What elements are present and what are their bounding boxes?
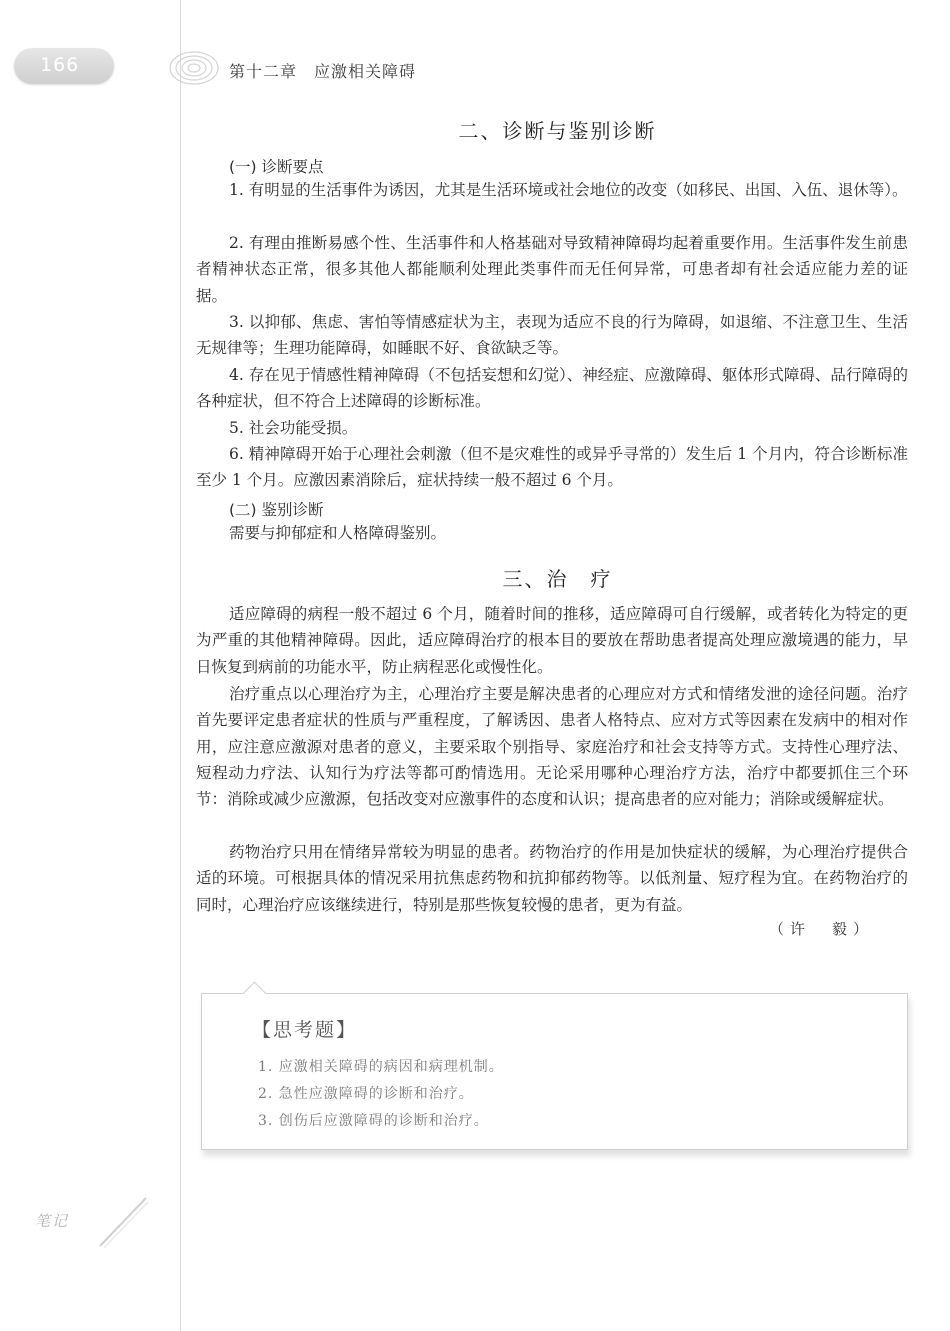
section-heading-treatment: 三、治 疗: [502, 567, 613, 591]
diagnosis-item: 1. 有明显的生活事件为诱因，尤其是生活环境或社会地位的改变（如移民、出国、入伍、退休等）。: [229, 181, 908, 199]
treatment-paragraph: 治疗重点以心理治疗为主，心理治疗主要是解决患者的心理应对方式和情绪发泄的途径问题。治疗首先要评定患者症状的性质与严重程度，了解诱因、患者人格特点、应对方式等因素在发病中的相对作用，应注意应激源对患者的意义，主要采取个别指导、家庭治疗和社会支持等方式。支持性心理疗法、短程动力疗法、认知行为疗法等都可酌情选用。无论采用哪种心理治疗方法，治疗中都要抓住三个环节：消除或减少应激源，包括改变对应激事件的态度和认识；提高患者的应对能力；消除或缓解症状。: [196, 685, 908, 809]
margin-divider: [180, 0, 181, 1331]
diagnosis-item: 6. 精神障碍开始于心理社会刺激（但不是灾难性的或异乎寻常的）发生后 1 个月内，符合诊断标准至少 1 个月。应激因素消除后，症状持续一般不超过 6 个月。: [196, 445, 908, 490]
subheading-diagnosis-points: (一) 诊断要点: [229, 158, 324, 176]
notes-label: 笔记: [35, 1212, 70, 1230]
decorative-swirl-icon: [158, 42, 220, 88]
think-question: 3. 创伤后应激障碍的诊断和治疗。: [258, 1113, 489, 1129]
diagnosis-item: 3. 以抑郁、焦虑、害怕等情感症状为主，表现为适应不良的行为障碍，如退缩、不注意卫生、生活无规律等；生理功能障碍，如睡眠不好、食欲缺乏等。: [196, 313, 908, 358]
diagnosis-item: 4. 存在见于情感性精神障碍（不包括妄想和幻觉）、神经症、应激障碍、躯体形式障碍、品行障碍的各种症状，但不符合上述障碍的诊断标准。: [196, 366, 908, 411]
think-question: 2. 急性应激障碍的诊断和治疗。: [258, 1086, 474, 1102]
think-questions-title: 【思考题】: [252, 1019, 358, 1041]
differential-text: 需要与抑郁症和人格障碍鉴别。: [229, 524, 447, 542]
treatment-paragraph: 适应障碍的病程一般不超过 6 个月，随着时间的推移，适应障碍可自行缓解，或者转化为特定的更为严重的其他精神障碍。因此，适应障碍治疗的根本目的要放在帮助患者提高处理应激境遇的能力，早日恢复到病前的功能水平，防止病程恶化或慢性化。: [196, 605, 908, 676]
think-question: 1. 应激相关障碍的病因和病理机制。: [258, 1059, 504, 1075]
pen-icon: [92, 1192, 152, 1252]
author-credit: （许 毅）: [768, 920, 874, 938]
page-number: 166: [40, 54, 80, 76]
diagnosis-item: 2. 有理由推断易感个性、生活事件和人格基础对导致精神障碍均起着重要作用。生活事件发生前患者精神状态正常，很多其他人都能顺利处理此类事件而无任何异常，可患者却有社会适应能力差的证据。: [196, 234, 908, 305]
chapter-header: 第十二章 应激相关障碍: [229, 62, 417, 81]
diagnosis-item: 5. 社会功能受损。: [229, 419, 358, 437]
subheading-differential-diagnosis: (二) 鉴别诊断: [229, 501, 324, 519]
section-heading-diagnosis: 二、诊断与鉴别诊断: [458, 119, 657, 143]
treatment-paragraph: 药物治疗只用在情绪异常较为明显的患者。药物治疗的作用是加快症状的缓解，为心理治疗提供合适的环境。可根据具体的情况采用抗焦虑药物和抗抑郁药物等。以低剂量、短疗程为宜。在药物治疗的同时，心理治疗应该继续进行，特别是那些恢复较慢的患者，更为有益。: [196, 843, 908, 914]
